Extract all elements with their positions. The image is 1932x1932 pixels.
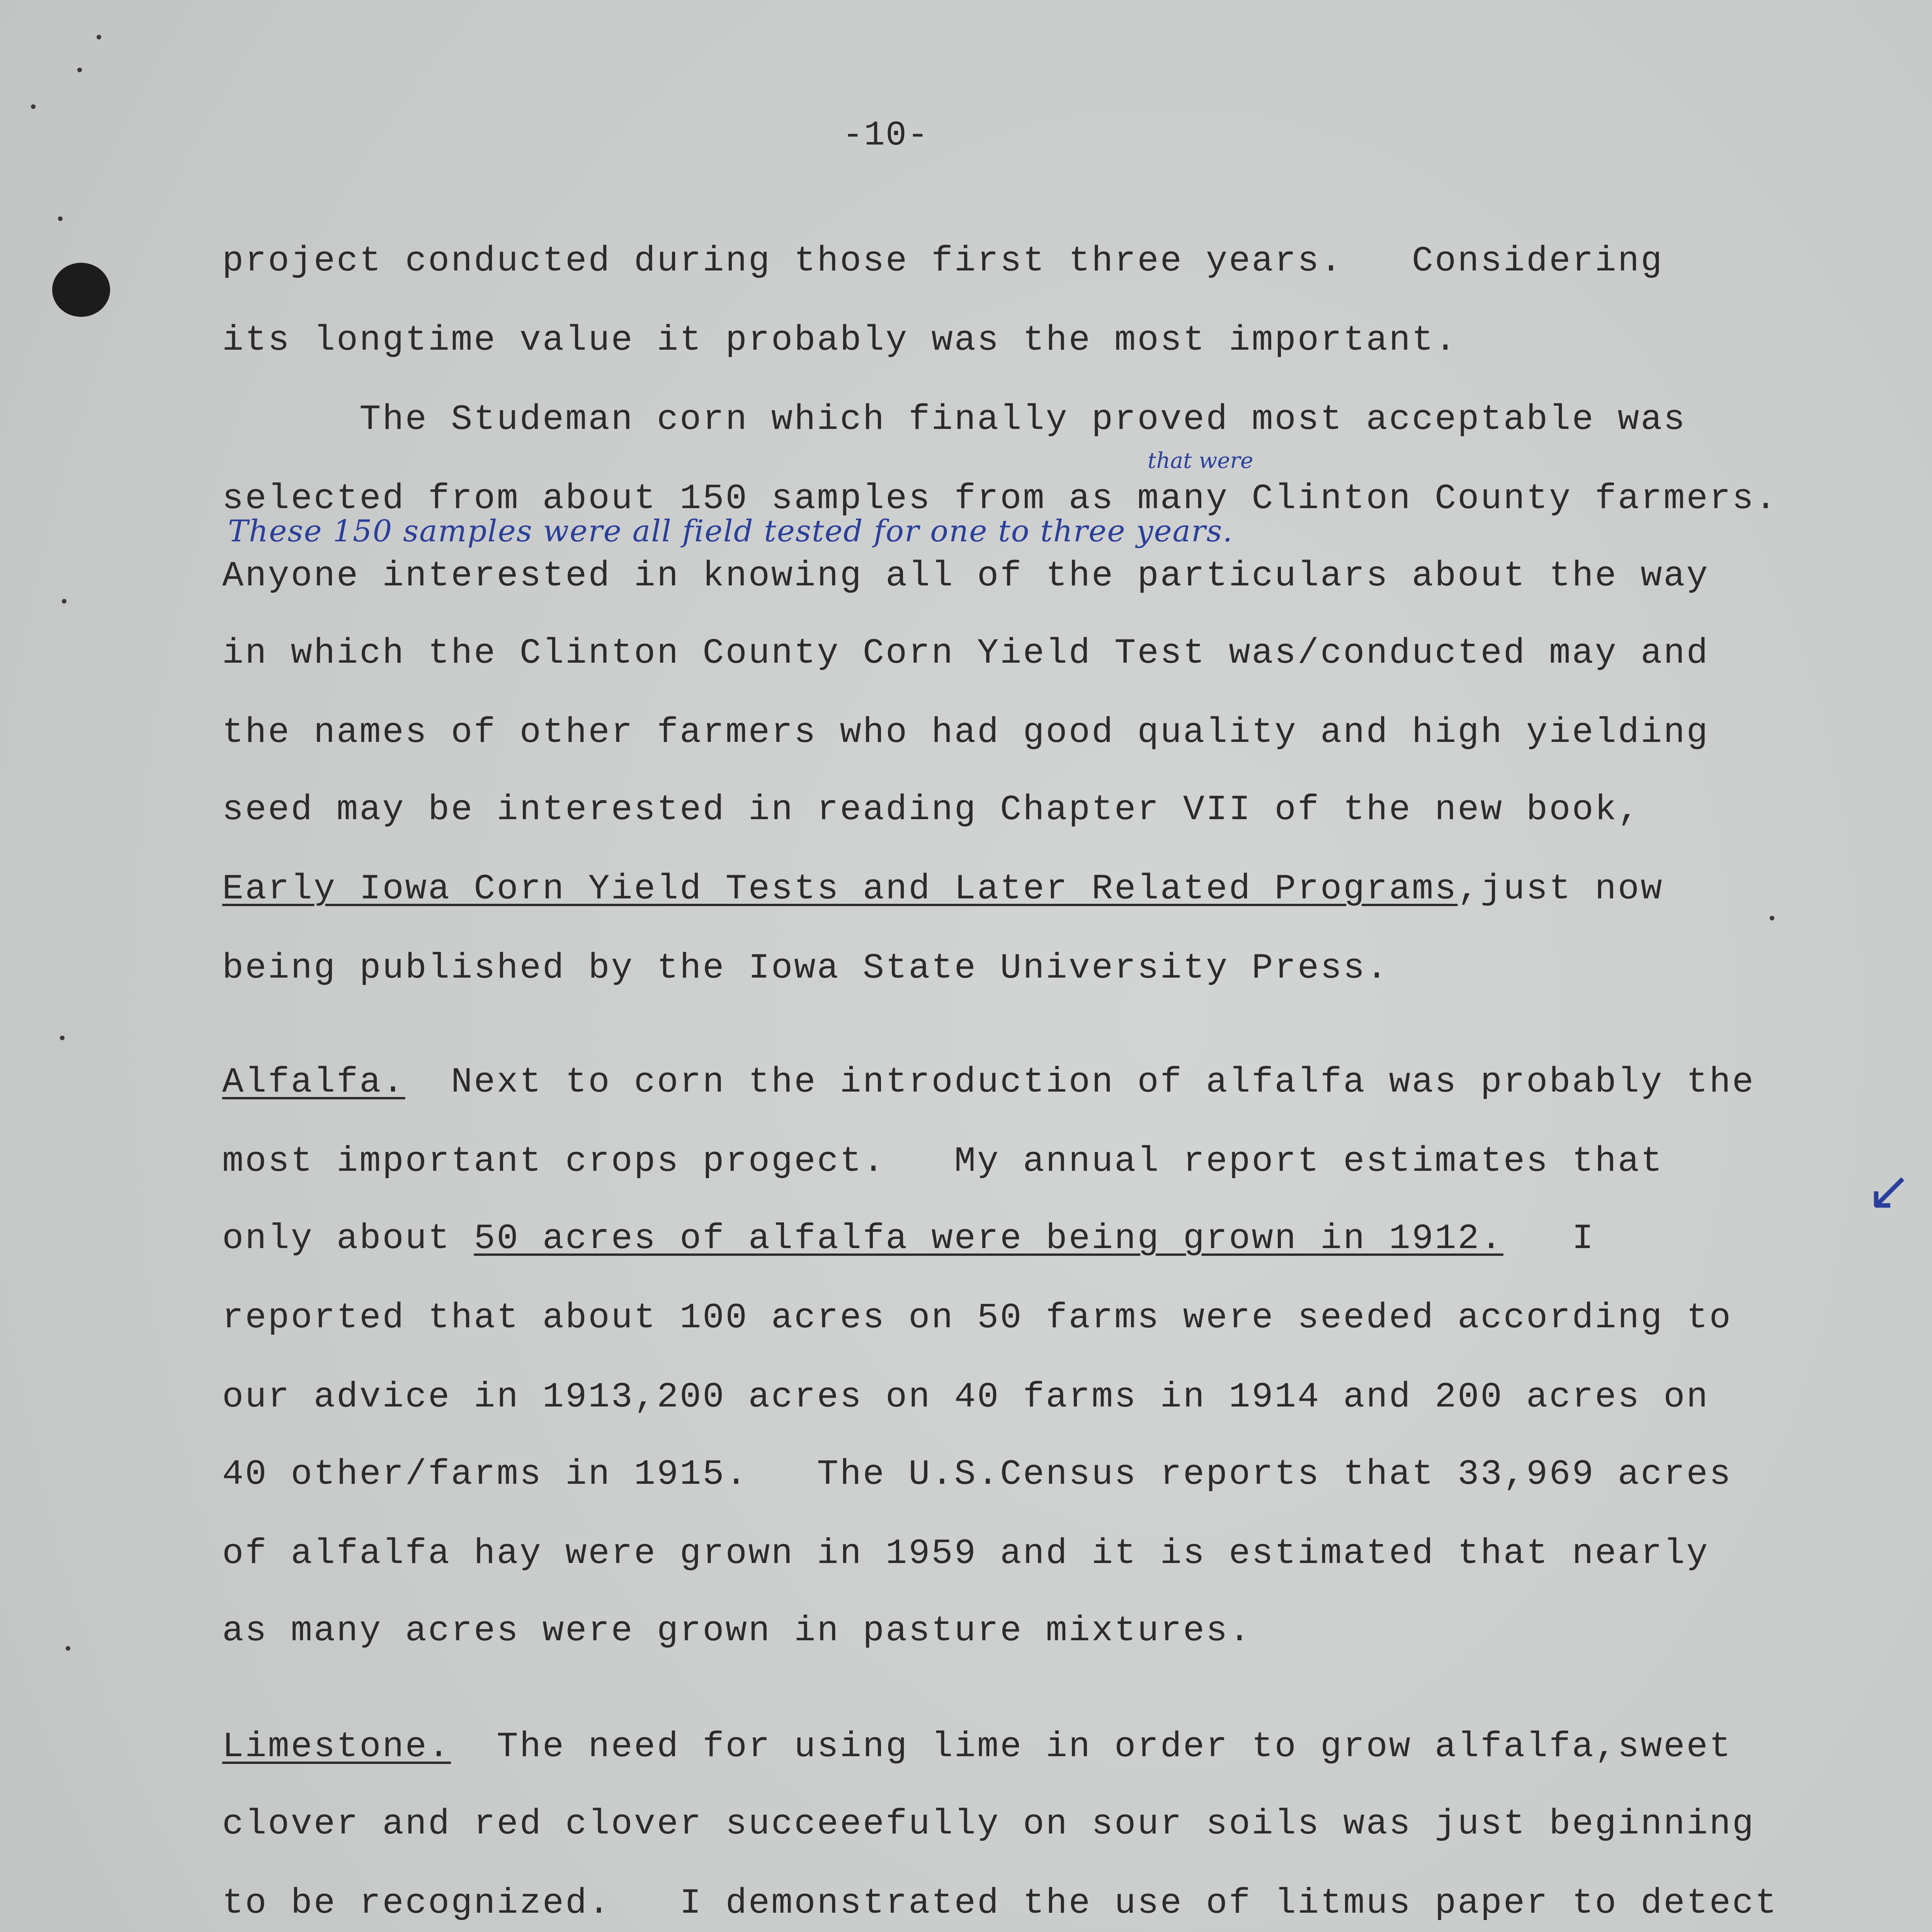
speck (66, 1646, 70, 1651)
speck (1770, 916, 1774, 920)
handwritten-insertion: that were (1148, 448, 1253, 473)
handwritten-note: These 150 samples were all field tested for one to three years. (228, 514, 1233, 549)
speck (60, 1036, 65, 1040)
text-line: clover and red clover succeeefully on sour soils was just beginning (222, 1804, 1755, 1844)
limestone-line (222, 1726, 1732, 1767)
text-line: of alfalfa hay were grown in 1959 and it is estimated that nearly (222, 1533, 1709, 1574)
section-heading-limestone: Limestone. (222, 1726, 451, 1767)
alfalfa-line (222, 1062, 1755, 1102)
text-line: only about 50 acres of alfalfa were being grown in 1912. I (222, 1218, 1595, 1259)
book-title-suffix: ,just now (1458, 869, 1664, 909)
underlined-phrase: 50 acres of alfalfa were being grown in 1912. (474, 1218, 1503, 1259)
speck (31, 104, 36, 109)
text-line: our advice in 1913,200 acres on 40 farms in 1914 and 200 acres on (222, 1377, 1709, 1417)
text-line: selected from about 150 samples from as many Clinton County farmers. (222, 478, 1778, 519)
page-number: -10- (842, 116, 929, 155)
speck (62, 599, 66, 604)
text-line: the names of other farmers who had good quality and high yielding (222, 712, 1709, 753)
text-line: 40 other/farms in 1915. The U.S.Census reports that 33,969 acres (222, 1454, 1732, 1495)
speck (97, 35, 101, 39)
book-title-line (222, 871, 1663, 907)
book-title: Early Iowa Corn Yield Tests and Later Related Programs (222, 869, 1458, 909)
text-line: project conducted during those first three years. Considering (222, 241, 1664, 281)
section-heading-alfalfa: Alfalfa. (222, 1062, 405, 1102)
text-line: being published by the Iowa State University Press. (222, 948, 1389, 988)
punch-hole-top (52, 263, 110, 317)
margin-check-mark: ↙ (1866, 1159, 1912, 1222)
speck (58, 216, 63, 221)
speck (77, 68, 82, 72)
text-line: Anyone interested in knowing all of the particulars about the way (222, 556, 1709, 596)
text-line: as many acres were grown in pasture mixtures. (222, 1611, 1252, 1651)
text-line: most important crops progect. My annual report estimates that (222, 1141, 1664, 1182)
text-line: its longtime value it probably was the most important. (222, 320, 1458, 361)
text-line: Next to corn the introduction of alfalfa was probably the (451, 1062, 1755, 1102)
text-line: reported that about 100 acres on 50 farms were seeded according to (222, 1298, 1732, 1338)
text-line: in which the Clinton County Corn Yield Test was/conducted may and (222, 633, 1709, 673)
text-line: seed may be interested in reading Chapter VII of the new book, (222, 789, 1641, 830)
text-line: to be recognized. I demonstrated the use of litmus paper to detect (222, 1883, 1778, 1923)
text-line: The need for using lime in order to grow alfalfa,sweet (497, 1726, 1732, 1767)
text-line: The Studeman corn which finally proved most acceptable was (222, 399, 1687, 440)
